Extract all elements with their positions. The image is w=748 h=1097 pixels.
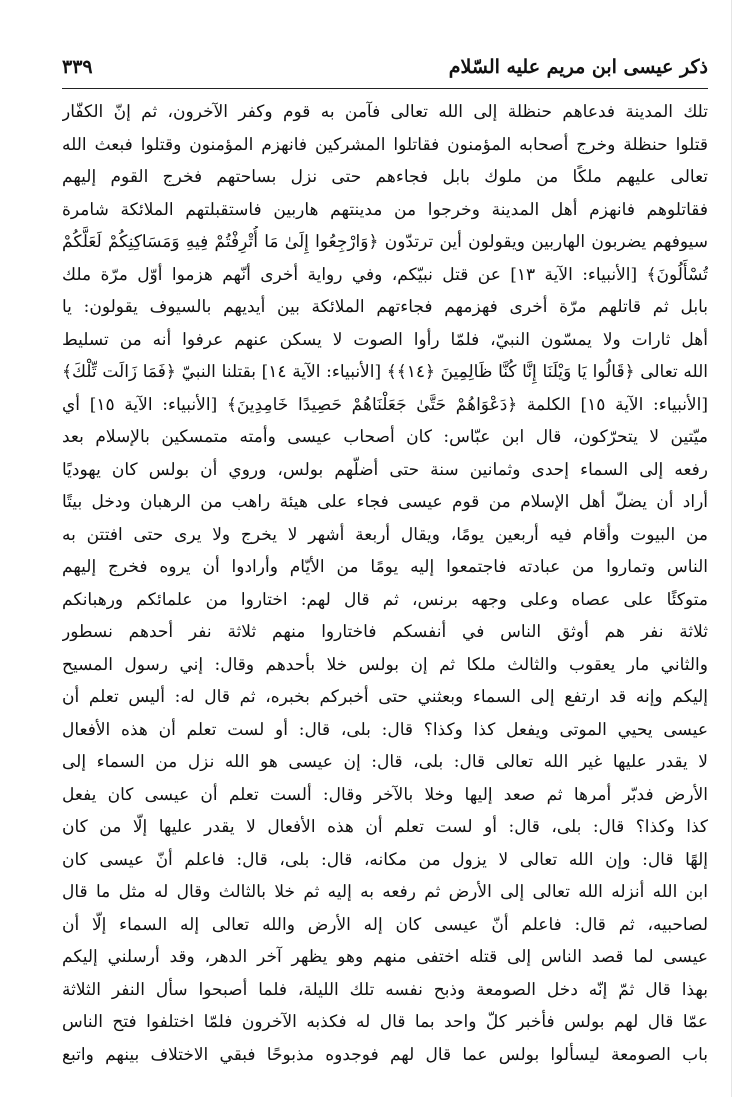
chapter-title: ذكر عيسى ابن مريم عليه السّلام <box>448 56 708 78</box>
text-line: عمّا قال لهم بولس فأخبر كلّ واحد بما قال له فكذبه الآخرون فلمّا اختلفوا فتح الناس <box>62 1012 708 1032</box>
text-line: الناس وتماروا من عبادته فاجتمعوا إليه يومًا من الأيّام وأرادوا أن يروه فخرج إليهم <box>62 557 708 577</box>
text-line: كذا وكذا؟ قال: بلى، قال: أو لست تعلم أن هذه الأفعال لا يقدر عليها إلّا من كان <box>62 817 708 837</box>
text-line: رفعه إلى السماء إحدى وثمانين سنة حتى أضلّهم بولس، وروي أن بولس كان يهوديًا <box>62 459 708 480</box>
text-line: بهذا قال ثمّ إنّه دخل الصومعة وذبح نفسه تلك الليلة، فلما أصبحوا سأل النفر الثلاثة <box>62 979 708 1000</box>
page-number: ٣٣٩ <box>62 56 93 78</box>
text-line: لصاحبيه، ثم قال: فاعلم أنّ عيسى كان إله الأرض والله تعالى إله السماء إلّا أن <box>62 914 708 935</box>
body-text <box>62 96 708 1071</box>
text-line: ابن الله أنزله الله تعالى إلى الأرض ثم رفعه به إليه ثم خلا بالثالث وقال له مثل ما قال <box>62 882 708 902</box>
text-line: ميّتين لا يتحرّكون، قال ابن عبّاس: كان أصحاب عيسى وأمته متمسكين بالإسلام بعد <box>62 427 708 447</box>
text-line: [الأنبياء: الآية ١٥] الكلمة ﴿دَعْوَاهُمْ حَتَّىٰ جَعَلْنَاهُمْ حَصِيدًا خَامِدِينَ﴾ [الأنبياء: الآية ١٥] أي <box>62 394 708 415</box>
text-line: عيسى لما قصد الناس إلى قتله اختفى منهم وهو يظهر آخر الدهر، وقد أرسلني إليكم <box>62 947 708 967</box>
text-line: ثلاثة نفر هم أوثق الناس في أنفسكم فاختاروا منهم ثلاثة نفر أحدهم نسطور <box>62 622 708 642</box>
text-line: تلك المدينة فدعاهم حنظلة إلى الله تعالى فآمن به قوم وكفر الآخرون، ثم إنّ الكفّار <box>62 102 708 122</box>
text-line: إليكم وإنه قد ارتفع إلى السماء وبعثني حتى أخبركم بخبره، ثم قال له: أليس تعلم أن <box>62 687 708 707</box>
text-line: بابل ثم قاتلهم مرّة أخرى فهزمهم فجاءتهم الملائكة بين أيديهم بالسيوف يقولون: يا <box>62 297 708 317</box>
text-line: أراد أن يضلّ أهل الإسلام من قوم عيسى فجاء على هيئة راهب من الرهبان ودخل بيتًا <box>62 492 708 512</box>
text-line: إلهًا قال: وإن الله تعالى لا يزول من مكانه، قال: بلى، قال: فاعلم أنّ عيسى كان <box>62 849 708 870</box>
text-line: الله تعالى ﴿قَالُوا يَا وَيْلَنَا إِنَّا كُنَّا ظَالِمِينَ ﴿١٤﴾﴾ [الأنبياء: الآية ١٤] بقتلنا النبيّ ﴿فَمَا زَالَت تِّلْكَ﴾ <box>62 362 708 382</box>
text-line: قتلوا حنظلة وخرج أصحابه المؤمنون فقاتلوا المشركين فانهزم المؤمنون وقتلوا فبعث الله <box>62 134 708 155</box>
text-line: فقاتلوهم فانهزم أهل المدينة وخرجوا من مدينتهم هاربين فاستقبلتهم الملائكة شامرة <box>62 199 708 220</box>
text-line: لا يقدر عليها غير الله تعالى قال: بلى، قال: إن عيسى هو الله نزل من السماء إلى <box>62 752 708 772</box>
text-line: أهل ثارات ولا يمسّون النبيّ، فلمّا رأوا الصوت لا يسكن عنهم عرفوا أنه من تسليط <box>62 329 708 350</box>
text-line: والثاني مار يعقوب والثالث ملكا ثم إن بولس خلا بأحدهم وقال: إني رسول المسيح <box>62 654 708 675</box>
text-line: باب الصومعة ليسألوا بولس عما قال لهم فوجدوه مذبوحًا فبقي الاختلاف بينهم واتبع <box>62 1044 708 1065</box>
text-line: متوكئًا على عصاه وعلى وجهه برنس، ثم قال لهم: اختاروا من علمائكم ورهبانكم <box>62 589 708 610</box>
text-line: من البيوت وأقام فيه أربعين يومًا، ويقال أربعة أشهر لا يخرج ولا يرى حتى افتتن به <box>62 524 708 545</box>
running-header <box>62 56 708 86</box>
text-line: تعالى عليهم ملكًا من ملوك بابل فجاءهم حتى نزل بساحتهم فخرج القوم إليهم <box>62 167 708 187</box>
text-line: تُسْأَلُونَ﴾ [الأنبياء: الآية ١٣] عن قتل نبيّكم، وفي رواية أخرى أنّهم هزموا أوّل مرّة ملك <box>62 264 708 285</box>
header-rule <box>62 88 708 89</box>
page-edge <box>731 0 732 1097</box>
text-line: سيوفهم يضربون الهاربين ويقولون أين ترتدّون ﴿وَارْجِعُوا إِلَىٰ مَا أُتْرِفْتُمْ فِيهِ وَمَسَاكِنِكُمْ لَعَلَّكُمْ <box>62 232 708 252</box>
text-line: الأرض فدبّر أمرها ثم صعد إليها وخلا بالآخر وقال: ألست تعلم أن عيسى كان يفعل <box>62 784 708 805</box>
text-line: عيسى يحيي الموتى ويفعل كذا وكذا؟ قال: بلى، قال: أو لست تعلم أن هذه الأفعال <box>62 719 708 740</box>
